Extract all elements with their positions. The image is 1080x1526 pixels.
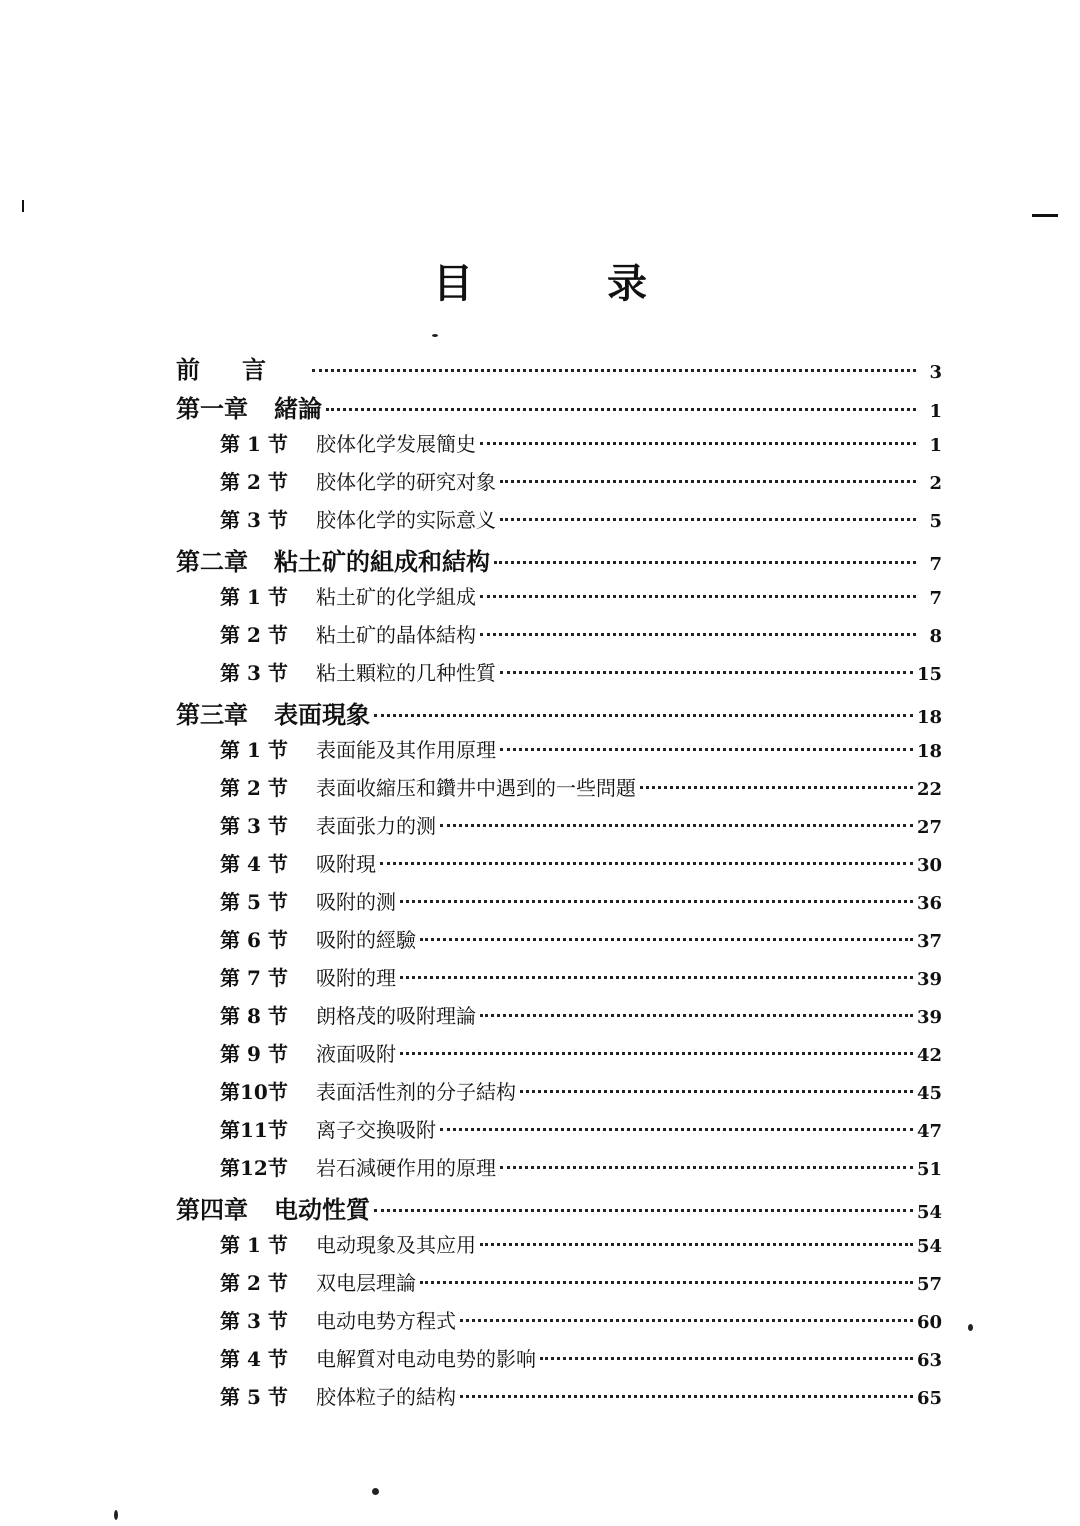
toc-section-row — [176, 1267, 942, 1305]
toc-entry-number: 第 2 节 — [220, 1271, 288, 1295]
toc-section-row — [176, 1229, 942, 1267]
toc-page-number: 27 — [916, 817, 942, 838]
speck — [372, 1488, 379, 1495]
toc-page-number: 65 — [916, 1388, 942, 1409]
toc-entry-number: 第 2 节 — [220, 470, 288, 494]
toc-section-row — [176, 848, 942, 886]
dot-leader — [380, 862, 913, 865]
speck — [432, 334, 438, 337]
dot-leader — [326, 408, 916, 411]
dot-leader — [480, 633, 916, 636]
toc-entry-number: 第二章 — [176, 547, 248, 576]
toc-entry-number: 第四章 — [176, 1195, 248, 1224]
toc-section-row — [176, 1076, 942, 1114]
toc-entry-number: 第 2 节 — [220, 623, 288, 647]
toc-entry-title: 表面現象 — [274, 700, 370, 729]
toc-chapter-row — [176, 695, 942, 734]
toc-page-number: 1 — [929, 435, 942, 456]
toc-entry-title: 粘土矿的晶体結构 — [316, 623, 476, 647]
toc-entry-title: 表面收縮压和鑽井中遇到的一些問題 — [316, 776, 636, 800]
toc-page-number: 18 — [916, 707, 942, 728]
toc-entry-number: 第 5 节 — [220, 890, 288, 914]
toc-entry-title: 表面活性剂的分子結构 — [316, 1080, 516, 1104]
dot-leader — [374, 714, 913, 717]
toc-entry-number: 第 3 节 — [220, 661, 288, 685]
toc-entry-title: 电动电势方程式 — [316, 1309, 456, 1333]
toc-entry-title: 电动現象及其应用 — [316, 1233, 476, 1257]
toc-entry-title: 电动性質 — [274, 1195, 370, 1224]
toc-page-number: 54 — [916, 1236, 942, 1257]
toc-entry-number: 第 1 节 — [220, 738, 288, 762]
dot-leader — [640, 786, 913, 789]
toc-entry-title: 液面吸附 — [316, 1042, 396, 1066]
toc-section-row — [176, 1114, 942, 1152]
toc-section-row — [176, 1152, 942, 1190]
toc-entry-title: 粘土矿的組成和結构 — [274, 547, 490, 576]
toc-entry-title: 双电层理論 — [316, 1271, 416, 1295]
dot-leader — [400, 1052, 913, 1055]
dot-leader — [500, 748, 913, 751]
toc-page-number: 15 — [916, 664, 942, 685]
toc-entry-number: 第 1 节 — [220, 432, 288, 456]
dot-leader — [500, 480, 916, 483]
toc-section-row — [176, 466, 942, 504]
toc-section-row — [176, 428, 942, 466]
toc-entry-number: 第12节 — [220, 1156, 288, 1180]
toc-section-row — [176, 504, 942, 542]
toc-page-number: 18 — [916, 741, 942, 762]
toc-section-row — [176, 734, 942, 772]
toc-page-number: 5 — [929, 511, 942, 532]
toc-page-number: 42 — [916, 1045, 942, 1066]
toc-section-row — [176, 810, 942, 848]
toc-entry-number: 第11节 — [220, 1118, 288, 1142]
toc-entry-number: 第 7 节 — [220, 966, 288, 990]
toc-section-row — [176, 1343, 942, 1381]
toc-entry-title: 岩石減硬作用的原理 — [316, 1156, 496, 1180]
dot-leader — [460, 1319, 913, 1322]
toc-page-number: 45 — [916, 1083, 942, 1104]
dot-leader — [480, 595, 916, 598]
dot-leader — [440, 824, 913, 827]
edge-mark — [22, 200, 24, 212]
toc-entry-title: 表面能及其作用原理 — [316, 738, 496, 762]
toc-page-number: 37 — [916, 931, 942, 952]
toc-section-row — [176, 1038, 942, 1076]
toc-entry-title: 吸附現 — [316, 852, 376, 876]
dot-leader — [400, 900, 913, 903]
dot-leader — [420, 938, 913, 941]
toc-entry-number: 前言 — [176, 355, 308, 384]
toc-entry-number: 第 3 节 — [220, 1309, 288, 1333]
dot-leader — [374, 1209, 913, 1212]
toc-page-number: 47 — [916, 1121, 942, 1142]
toc-section-row — [176, 924, 942, 962]
toc-page-number: 8 — [929, 626, 942, 647]
toc-chapter-row — [176, 1190, 942, 1229]
toc-page-number: 39 — [916, 969, 942, 990]
dot-leader — [440, 1128, 913, 1131]
toc-entry-title: 吸附的理 — [316, 966, 396, 990]
toc-entry-title: 电解質对电动电势的影响 — [316, 1347, 536, 1371]
toc-entry-number: 第 1 节 — [220, 585, 288, 609]
toc-section-row — [176, 657, 942, 695]
dot-leader — [480, 442, 916, 445]
toc-section-row — [176, 619, 942, 657]
toc-page-number: 36 — [916, 893, 942, 914]
toc-section-row — [176, 1305, 942, 1343]
toc-entry-title: 粘土顆粒的几种性質 — [316, 661, 496, 685]
dot-leader — [494, 561, 916, 564]
toc-entry-title: 胶体化学的研究对象 — [316, 470, 496, 494]
toc-entry-number: 第10节 — [220, 1080, 288, 1104]
toc-entry-number: 第 6 节 — [220, 928, 288, 952]
dot-leader — [312, 369, 916, 372]
toc-chapter-row — [176, 350, 942, 389]
toc-entry-title: 緒論 — [274, 394, 322, 423]
toc-page-number: 7 — [929, 588, 942, 609]
dot-leader — [480, 1243, 913, 1246]
dot-leader — [500, 1166, 913, 1169]
toc-section-row — [176, 772, 942, 810]
toc-page-number: 63 — [916, 1350, 942, 1371]
toc-entry-number: 第 4 节 — [220, 1347, 288, 1371]
toc-chapter-row — [176, 389, 942, 428]
toc-entry-title: 胶体粒子的結构 — [316, 1385, 456, 1409]
dot-leader — [540, 1357, 913, 1360]
dot-leader — [500, 518, 916, 521]
toc-entry-number: 第 3 节 — [220, 508, 288, 532]
dot-leader — [500, 671, 913, 674]
toc-page-number: 30 — [916, 855, 942, 876]
toc-chapter-row — [176, 542, 942, 581]
toc-page-number: 3 — [929, 362, 942, 383]
toc-entry-title: 吸附的經驗 — [316, 928, 416, 952]
dot-leader — [420, 1281, 913, 1284]
toc-entry-number: 第三章 — [176, 700, 248, 729]
toc-section-row — [176, 1381, 942, 1419]
toc-entry-number: 第 9 节 — [220, 1042, 288, 1066]
toc-page-number: 57 — [916, 1274, 942, 1295]
toc-entry-title: 吸附的测 — [316, 890, 396, 914]
dot-leader — [460, 1395, 913, 1398]
toc-entry-title: 朗格茂的吸附理論 — [316, 1004, 476, 1028]
toc-page-number: 22 — [916, 779, 942, 800]
toc-page-number: 60 — [916, 1312, 942, 1333]
toc-page-number: 2 — [929, 473, 942, 494]
toc-entry-title: 胶体化学发展簡史 — [316, 432, 476, 456]
dot-leader — [520, 1090, 913, 1093]
dot-leader — [480, 1014, 913, 1017]
toc-entry-number: 第 8 节 — [220, 1004, 288, 1028]
toc-page-number: 7 — [929, 554, 942, 575]
toc-entry-number: 第 3 节 — [220, 814, 288, 838]
speck — [114, 1510, 118, 1520]
toc-entry-title: 胶体化学的实际意义 — [316, 508, 496, 532]
table-of-contents — [176, 350, 942, 1419]
toc-entry-title: 粘土矿的化学組成 — [316, 585, 476, 609]
toc-entry-title: 离子交換吸附 — [316, 1118, 436, 1142]
toc-section-row — [176, 581, 942, 619]
toc-page-number: 39 — [916, 1007, 942, 1028]
toc-page-number: 54 — [916, 1202, 942, 1223]
speck — [968, 1324, 973, 1331]
dot-leader — [400, 976, 913, 979]
toc-section-row — [176, 1000, 942, 1038]
toc-entry-number: 第一章 — [176, 394, 248, 423]
page-title: 目 录 — [433, 261, 707, 307]
toc-section-row — [176, 962, 942, 1000]
toc-entry-number: 第 2 节 — [220, 776, 288, 800]
toc-entry-number: 第 5 节 — [220, 1385, 288, 1409]
toc-page-number: 1 — [929, 401, 942, 422]
toc-entry-number: 第 4 节 — [220, 852, 288, 876]
toc-entry-title: 表面张力的测 — [316, 814, 436, 838]
toc-entry-number: 第 1 节 — [220, 1233, 288, 1257]
toc-page-number: 51 — [916, 1159, 942, 1180]
edge-mark — [1032, 214, 1058, 217]
toc-section-row — [176, 886, 942, 924]
